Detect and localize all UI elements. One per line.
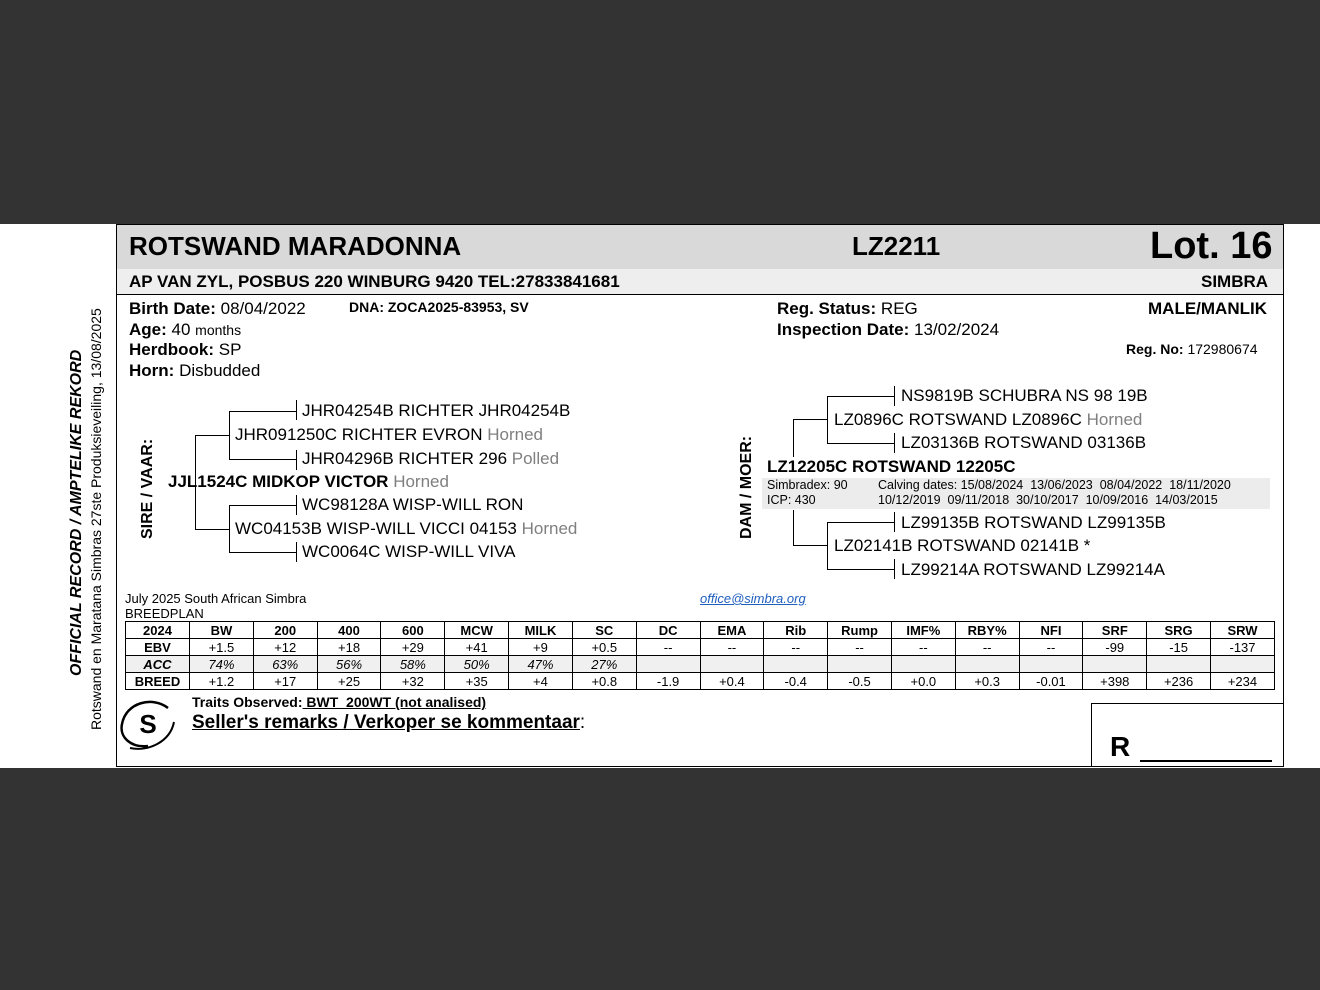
dam-dam-sire: LZ99135B ROTSWAND LZ99135B <box>901 513 1166 532</box>
reg-no <box>1126 341 1258 357</box>
dam-tree-line <box>827 396 828 444</box>
birth-date-label: Birth Date: <box>129 299 216 318</box>
ebv-cell: -137 <box>1211 639 1275 656</box>
ebv-cell: 27% <box>572 656 636 673</box>
herdbook-label: Herdbook: <box>129 340 214 359</box>
sire-dam-name: WC04153B WISP-WILL VICCI 04153 <box>235 519 517 538</box>
breeder-address: AP VAN ZYL, POSBUS 220 WINBURG 9420 TEL:27833841681 <box>129 272 620 291</box>
sire-sire-dam-horn: Polled <box>511 449 560 468</box>
ebv-cell <box>1147 656 1211 673</box>
ebv-cell: 56% <box>317 656 381 673</box>
sellers-remarks-colon: : <box>579 712 586 733</box>
sire-dam-sire: WC98128A WISP-WILL RON <box>302 495 524 514</box>
dam-tree-line <box>827 522 895 523</box>
ebv-cell <box>764 656 828 673</box>
sellers-remarks <box>192 712 585 734</box>
dam-tree-line <box>894 386 895 406</box>
ebv-cell: -- <box>1019 639 1083 656</box>
age <box>129 320 241 340</box>
herdbook <box>129 340 241 360</box>
sire-tree-line <box>296 495 297 515</box>
sire-horn: Horned <box>393 472 449 491</box>
ebv-cell: RBY% <box>955 622 1019 639</box>
ebv-cell: +17 <box>253 673 317 690</box>
sire-tree-line <box>195 435 230 436</box>
email-link[interactable]: office@simbra.org <box>700 591 806 606</box>
ebv-cell: NFI <box>1019 622 1083 639</box>
ebv-cell: 58% <box>381 656 445 673</box>
ebv-cell: -15 <box>1147 639 1211 656</box>
ebv-cell: 47% <box>509 656 573 673</box>
sire-sire <box>235 425 543 445</box>
ebv-cell: +29 <box>381 639 445 656</box>
ebv-header-row <box>126 622 1275 639</box>
ebv-cell: -0.01 <box>1019 673 1083 690</box>
ebv-cell: +0.0 <box>891 673 955 690</box>
ebv-cell: -- <box>828 639 892 656</box>
ebv-cell: +1.5 <box>190 639 254 656</box>
age-value: 40 <box>171 320 191 339</box>
inspection-date-value: 13/02/2024 <box>913 320 1000 339</box>
ebv-cell <box>1211 656 1275 673</box>
traits-label: Traits Observed: <box>192 694 303 710</box>
sire-dam-dam: WC0064C WISP-WILL VIVA <box>302 542 516 561</box>
dam-dam-dam: LZ99214A ROTSWAND LZ99214A <box>901 560 1165 579</box>
dam-tree-line <box>894 433 895 453</box>
lot-number: Lot. 16 <box>1150 225 1273 267</box>
dna-code: DNA: ZOCA2025-83953, SV <box>349 299 529 315</box>
sire-tree-line <box>229 505 230 552</box>
ebv-cell: MILK <box>509 622 573 639</box>
ebv-cell: MCW <box>445 622 509 639</box>
ebv-cell: 200 <box>253 622 317 639</box>
sire-name-text: JJL1524C MIDKOP VICTOR <box>168 472 389 491</box>
animal-name: ROTSWAND MARADONNA <box>129 231 462 261</box>
ebv-cell: -- <box>700 639 764 656</box>
sire-tree-line <box>229 552 297 553</box>
ebv-cell: +0.8 <box>572 673 636 690</box>
dam-tree-line <box>793 419 828 420</box>
official-record-label: OFFICIAL RECORD / AMPTELIKE REKORD <box>68 349 85 676</box>
ebv-cell: 74% <box>190 656 254 673</box>
dam-dam: LZ02141B ROTSWAND 02141B * <box>834 536 1091 555</box>
breed-label: SIMBRA <box>1201 272 1269 291</box>
simbradex: Simbradex: 90 <box>767 478 848 492</box>
ebv-cell: -- <box>764 639 828 656</box>
ebv-cell: +41 <box>445 639 509 656</box>
ebv-row-label: 2024 <box>126 622 190 639</box>
ebv-cell: BW <box>190 622 254 639</box>
ebv-cell: DC <box>636 622 700 639</box>
ebv-cell <box>891 656 955 673</box>
ebv-source-line1: July 2025 South African Simbra <box>125 591 307 606</box>
dam-tree-line <box>793 545 828 546</box>
reg-status-value: REG <box>880 299 918 318</box>
ebv-cell: -0.5 <box>828 673 892 690</box>
sire-tree-line <box>296 450 297 470</box>
sire-tree-line <box>229 459 297 460</box>
dam-name: LZ12205C ROTSWAND 12205C <box>767 457 1016 476</box>
auction-label: Rotswand en Maratana Simbras 27ste Produksieveiling, 13/08/2025 <box>88 308 104 730</box>
ebv-cell <box>828 656 892 673</box>
sire-sire-sire: JHR04254B RICHTER JHR04254B <box>302 401 571 420</box>
sire-sire-name: JHR091250C RICHTER EVRON <box>235 425 483 444</box>
age-unit: months <box>195 322 242 338</box>
sire-tree-line <box>229 411 230 459</box>
ebv-cell <box>636 656 700 673</box>
traits-observed <box>192 694 486 710</box>
age-label: Age: <box>129 320 167 339</box>
ebv-breed-row <box>126 673 1275 690</box>
dam-tree-line <box>894 559 895 579</box>
ebv-cell: Rump <box>828 622 892 639</box>
ebv-cell: SRG <box>1147 622 1211 639</box>
ebv-table <box>125 621 1275 690</box>
ebv-cell: +234 <box>1211 673 1275 690</box>
ebv-cell: -- <box>891 639 955 656</box>
ebv-cell: -1.9 <box>636 673 700 690</box>
dam-tree-line <box>894 512 895 532</box>
dam-tree-line <box>793 419 794 457</box>
ebv-cell: 600 <box>381 622 445 639</box>
ebv-cell <box>700 656 764 673</box>
ebv-cell: +18 <box>317 639 381 656</box>
ebv-cell: EMA <box>700 622 764 639</box>
ebv-cell: SRF <box>1083 622 1147 639</box>
ebv-cell: -0.4 <box>764 673 828 690</box>
sire-side-label: SIRE / VAAR: <box>139 438 156 539</box>
ebv-cell: +1.2 <box>190 673 254 690</box>
ebv-row-label: EBV <box>126 639 190 656</box>
ebv-cell: Rib <box>764 622 828 639</box>
sex-label: MALE/MANLIK <box>1148 299 1267 318</box>
ebv-cell: IMF% <box>891 622 955 639</box>
ebv-row-label: BREED <box>126 673 190 690</box>
dam-tree-line <box>827 443 895 444</box>
ebv-cell: SRW <box>1211 622 1275 639</box>
sire-tree-line <box>195 529 230 530</box>
ebv-cell: -- <box>955 639 1019 656</box>
price-box-border <box>1091 703 1092 767</box>
dam-sire-name: LZ0896C ROTSWAND LZ0896C <box>834 410 1082 429</box>
dam-sire-dam: LZ03136B ROTSWAND 03136B <box>901 433 1147 452</box>
icp: ICP: 430 <box>767 493 816 507</box>
birth-date-value: 08/04/2022 <box>220 299 306 318</box>
logo-letter: S <box>139 709 157 739</box>
sellers-remarks-label: Seller's remarks / Verkoper se kommentaar <box>192 712 580 733</box>
reg-status <box>777 299 918 319</box>
inspection-date-label: Inspection Date: <box>777 320 910 339</box>
sire-sire-dam <box>302 449 559 469</box>
birth-date <box>129 299 306 319</box>
reg-no-value: 172980674 <box>1187 341 1258 357</box>
ebv-cell: +9 <box>509 639 573 656</box>
ebv-row-label: ACC <box>126 656 190 673</box>
ebv-cell: 63% <box>253 656 317 673</box>
lot-record-card-page <box>0 224 1320 768</box>
ebv-cell: +0.4 <box>700 673 764 690</box>
ebv-cell: +25 <box>317 673 381 690</box>
ebv-cell: +0.5 <box>572 639 636 656</box>
horn-label: Horn: <box>129 361 175 380</box>
ebv-cell <box>955 656 1019 673</box>
sire-dam-horn: Horned <box>521 519 578 538</box>
dam-sire <box>834 410 1142 430</box>
ebv-cell: +4 <box>509 673 573 690</box>
ebv-cell: -99 <box>1083 639 1147 656</box>
traits-value: BWT 200WT (not analised) <box>302 694 487 710</box>
price-box-border <box>1091 703 1284 704</box>
animal-code: LZ2211 <box>852 231 941 261</box>
sire-name <box>168 472 449 492</box>
ebv-cell: -- <box>636 639 700 656</box>
price-prefix: R <box>1110 731 1131 762</box>
ebv-cell: +35 <box>445 673 509 690</box>
ebv-cell <box>1083 656 1147 673</box>
calving-dates-2: 10/12/2019 09/11/2018 30/10/2017 10/09/2016 14/03/2015 <box>878 493 1218 507</box>
dam-side-label: DAM / MOER: <box>738 435 755 539</box>
ebv-cell: 400 <box>317 622 381 639</box>
dam-tree-line <box>827 569 895 570</box>
ebv-accuracy-row <box>126 656 1275 673</box>
herdbook-value: SP <box>218 340 242 359</box>
sire-dam <box>235 519 577 539</box>
dam-sire-horn: Horned <box>1086 410 1143 429</box>
sire-tree-line <box>229 505 297 506</box>
ebv-source-line2: BREEDPLAN <box>125 606 204 621</box>
sire-tree-line <box>296 400 297 420</box>
reg-status-label: Reg. Status: <box>777 299 877 318</box>
ebv-cell: +0.3 <box>955 673 1019 690</box>
dam-sire-sire: NS9819B SCHUBRA NS 98 19B <box>901 386 1148 405</box>
sire-sire-horn: Horned <box>487 425 544 444</box>
dam-tree-line <box>793 510 794 546</box>
ebv-cell: +32 <box>381 673 445 690</box>
price-input-line[interactable] <box>1140 760 1272 762</box>
ebv-cell: +398 <box>1083 673 1147 690</box>
ebv-cell: +12 <box>253 639 317 656</box>
dam-tree-line <box>827 522 828 570</box>
sire-sire-dam-name: JHR04296B RICHTER 296 <box>302 449 508 468</box>
sire-tree-line <box>229 411 297 412</box>
ebv-values-row <box>126 639 1275 656</box>
dam-tree-line <box>827 396 895 397</box>
calving-dates-1: Calving dates: 15/08/2024 13/06/2023 08/04/2022 18/11/2020 <box>878 478 1231 492</box>
simbra-logo <box>118 698 180 754</box>
ebv-cell: 50% <box>445 656 509 673</box>
inspection-date <box>777 320 999 340</box>
horn-value: Disbudded <box>179 361 261 380</box>
ebv-cell <box>1019 656 1083 673</box>
reg-no-label: Reg. No: <box>1126 341 1184 357</box>
horn <box>129 361 260 381</box>
ebv-cell: +236 <box>1147 673 1211 690</box>
sire-tree-line <box>296 542 297 562</box>
ebv-cell: SC <box>572 622 636 639</box>
